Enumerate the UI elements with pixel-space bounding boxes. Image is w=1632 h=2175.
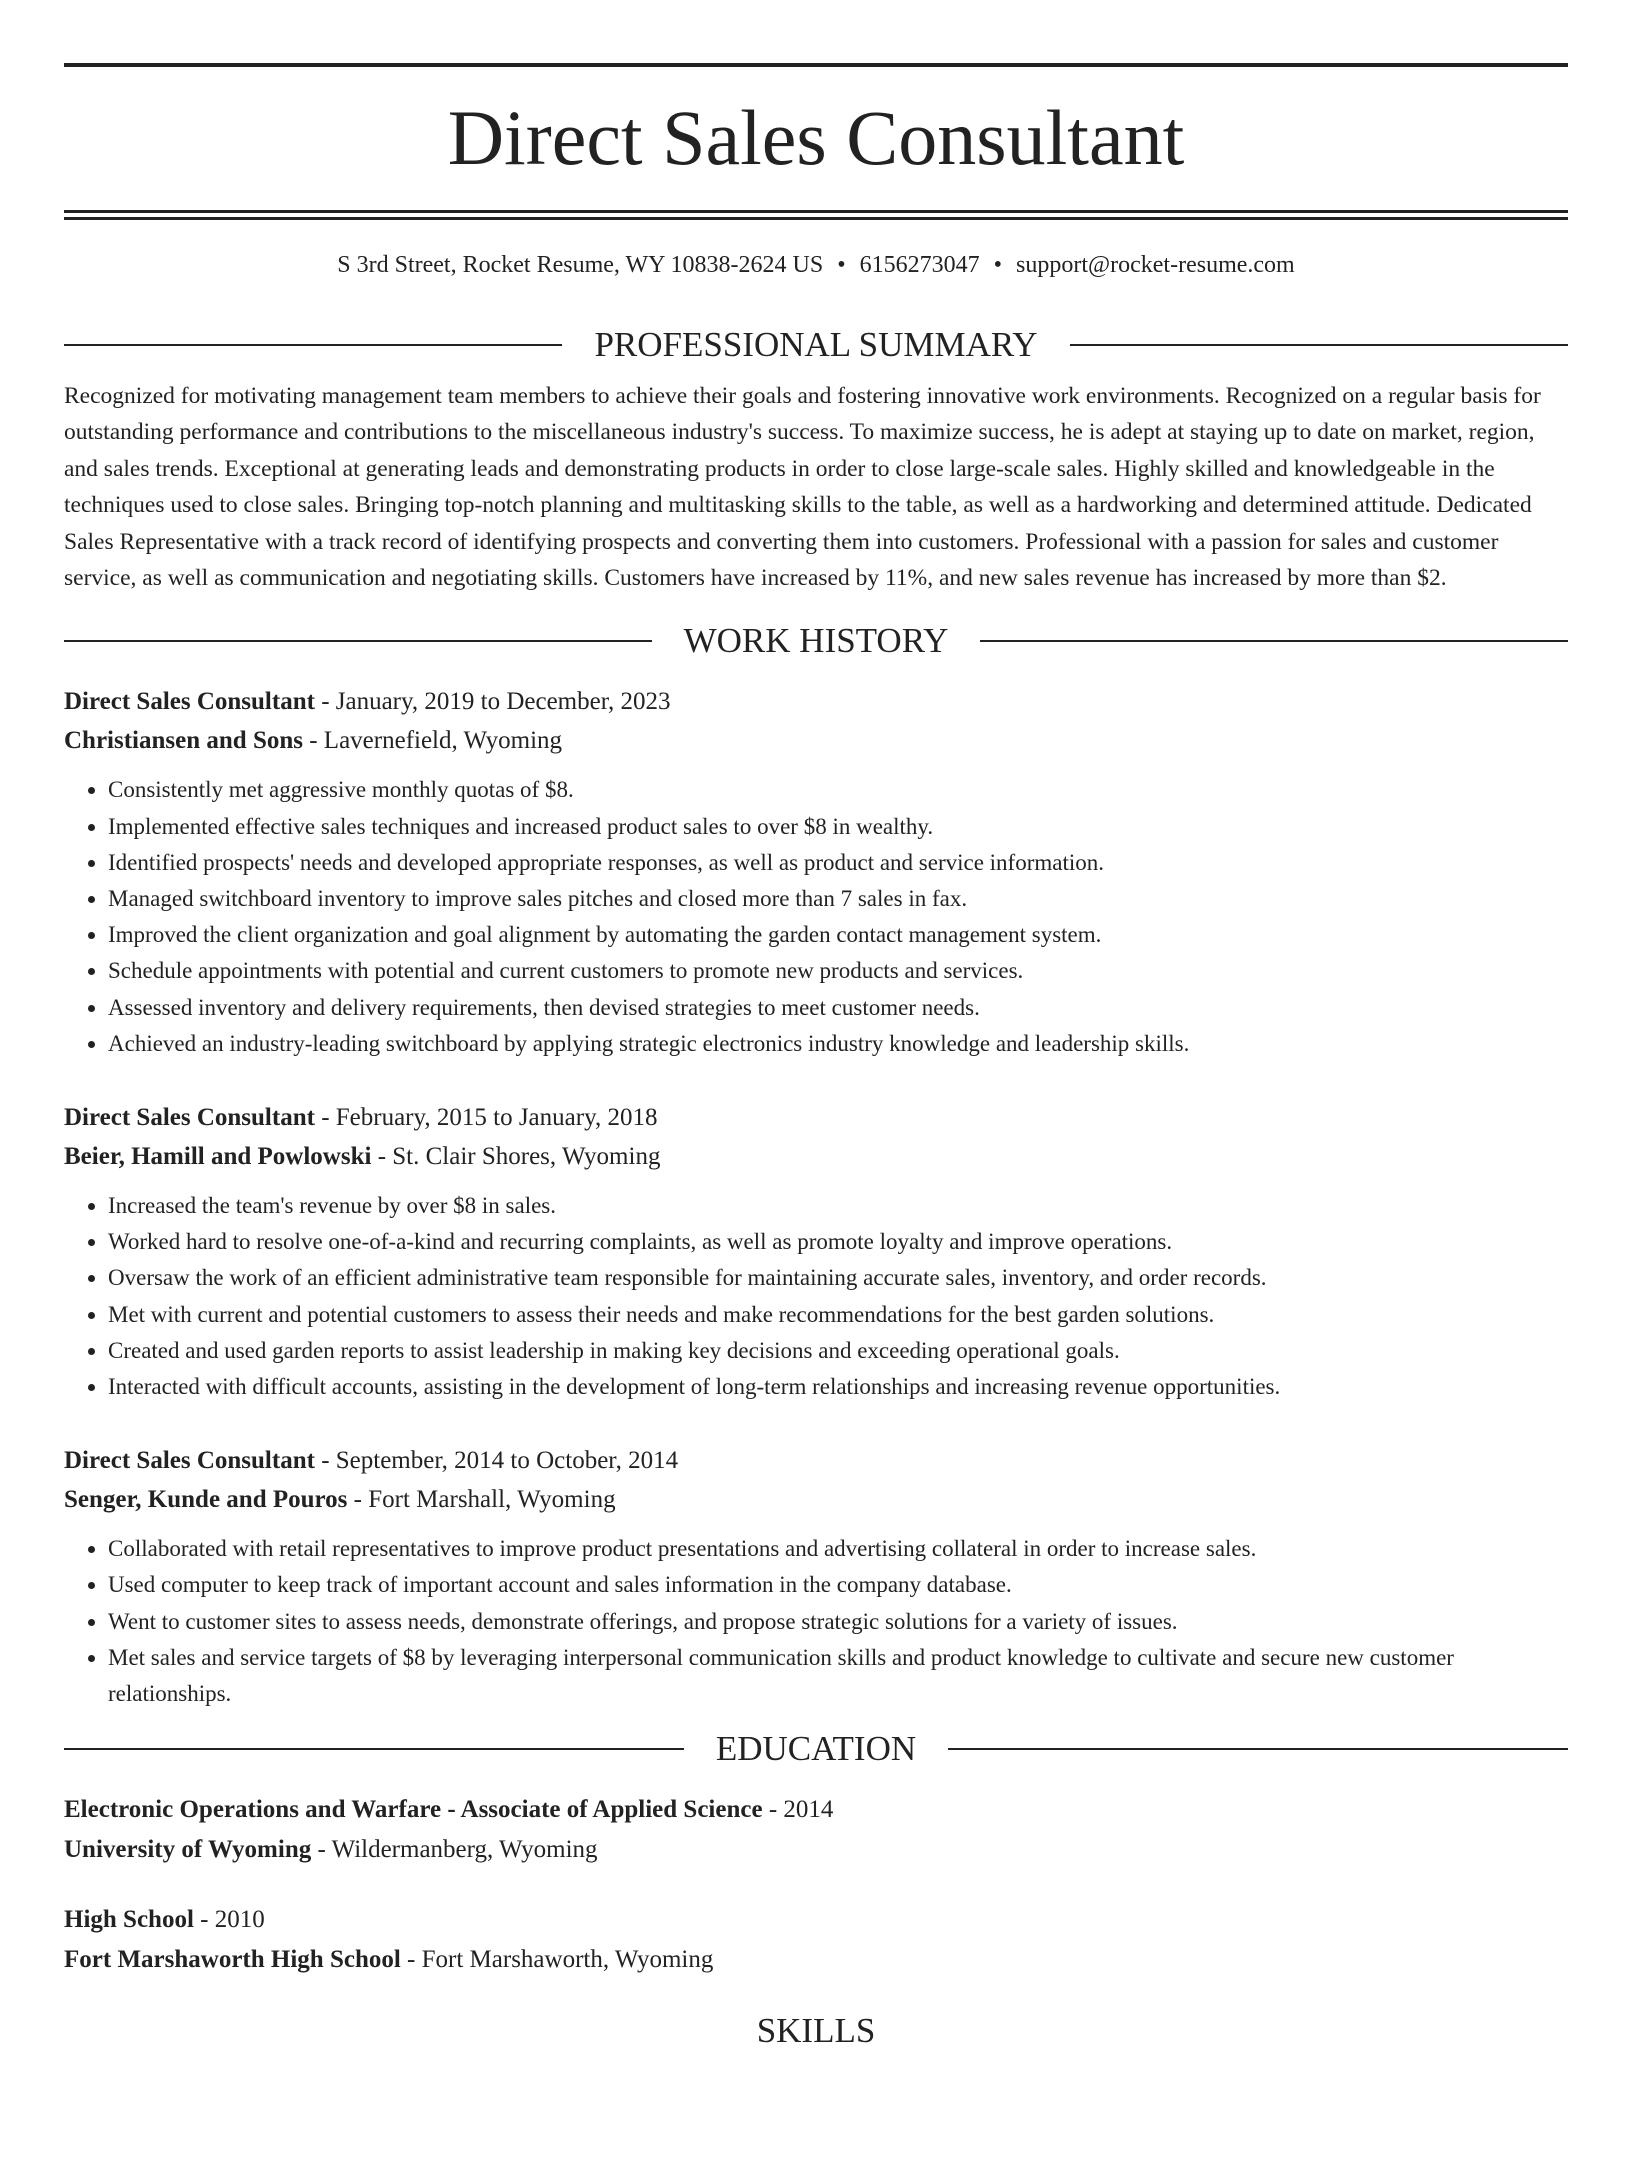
job-dates: - September, 2014 to October, 2014 (314, 1447, 679, 1475)
job-company: Beier, Hamill and Powlowski (64, 1142, 372, 1170)
education-school-line (64, 1830, 1568, 1870)
list-item: • Created and used garden reports to assist leadership in making key decisions and exceeding operational goals. (108, 1333, 1568, 1369)
list-item: • Implemented effective sales techniques and increased product sales to over $8 in wealthy. (108, 809, 1568, 845)
list-item: • Met sales and service targets of $8 by leveraging interpersonal communication skills and product knowledge to cultivate and secure new customer relationships. (108, 1640, 1568, 1712)
heading-rule (64, 640, 652, 642)
heading-rule (64, 344, 562, 346)
list-item: • Increased the team's revenue by over $8 in sales. (108, 1188, 1568, 1224)
contact-separator: • (837, 252, 846, 278)
list-item: • Improved the client organization and goal alignment by automating the garden contact management system. (108, 917, 1568, 953)
heading-rule (907, 2030, 1568, 2032)
job-bullets (64, 1188, 1568, 1405)
job-title: Direct Sales Consultant (64, 688, 315, 716)
job-location: - Fort Marshall, Wyoming (347, 1486, 616, 1514)
job-company: Christiansen and Sons (64, 727, 303, 755)
education-location: - Wildermanberg, Wyoming (311, 1836, 598, 1864)
list-item: • Collaborated with retail representatives to improve product presentations and advertising collateral in order to increase sales. (108, 1531, 1568, 1567)
education-school-line (64, 1940, 1568, 1980)
job-entry (64, 1098, 1568, 1405)
resume-page (0, 63, 1632, 2175)
heading-rule (1070, 344, 1568, 346)
contact-line (64, 251, 1568, 280)
section-title: SKILLS (756, 2011, 876, 2051)
education-degree-line (64, 1900, 1568, 1940)
job-bullets (64, 1531, 1568, 1712)
contact-email: support@rocket-resume.com (1016, 252, 1295, 278)
heading-rule (64, 2030, 725, 2032)
job-entry (64, 1441, 1568, 1712)
list-item: • Assessed inventory and delivery requirements, then devised strategies to meet customer needs. (108, 990, 1568, 1026)
section-heading-education (64, 1728, 1568, 1770)
list-item: • Worked hard to resolve one-of-a-kind and recurring complaints, as well as promote loyalty and improve operations. (108, 1224, 1568, 1260)
job-company: Senger, Kunde and Pouros (64, 1486, 348, 1514)
education-entry (64, 1900, 1568, 1980)
job-dates: - January, 2019 to December, 2023 (314, 688, 671, 716)
list-item: • Achieved an industry-leading switchboard by applying strategic electronics industry knowledge and leadership skills. (108, 1026, 1568, 1062)
job-location: - Lavernefield, Wyoming (302, 727, 563, 755)
education-school: Fort Marshaworth High School (64, 1946, 401, 1974)
section-title: WORK HISTORY (683, 621, 949, 661)
section-title: PROFESSIONAL SUMMARY (594, 324, 1038, 364)
list-item: • Oversaw the work of an efficient administrative team responsible for maintaining accurate sales, inventory, and order records. (108, 1260, 1568, 1296)
contact-address: S 3rd Street, Rocket Resume, WY 10838-2624 US (337, 252, 824, 278)
list-item: • Consistently met aggressive monthly quotas of $8. (108, 772, 1568, 808)
education-year: - 2010 (193, 1906, 265, 1934)
resume-name: Direct Sales Consultant (447, 94, 1185, 181)
job-title: Direct Sales Consultant (64, 1447, 315, 1475)
summary-text: Recognized for motivating management team members to achieve their goals and fostering innovative work environments. Recognized on a regular basis for outstanding performance and contributions to the miscellaneous industry's success. To maximize success, he is adept at staying up to date on market, region, and sales trends. Exceptional at generating leads and demonstrating products in order to close large-scale sales. Highly skilled and knowledgeable in the techniques used to close sales. Bringing top-notch planning and multitasking skills to the table, as well as a hardworking and determined attitude. Dedicated Sales Representative with a track record of identifying prospects and converting them into customers. Professional with a passion for sales and customer service, as well as communication and negotiating skills. Customers have increased by 11%, and new sales revenue has increased by more than $2. (64, 382, 1541, 592)
job-company-line (64, 1137, 1568, 1176)
education-degree: Electronic Operations and Warfare - Associate of Applied Science (64, 1796, 763, 1824)
education-entry (64, 1790, 1568, 1870)
job-company-line (64, 1480, 1568, 1519)
section-heading-skills (64, 2010, 1568, 2052)
job-location: - St. Clair Shores, Wyoming (371, 1142, 661, 1170)
job-bullets (64, 772, 1568, 1062)
heading-rule (980, 640, 1568, 642)
list-item: • Identified prospects' needs and developed appropriate responses, as well as product and service information. (108, 845, 1568, 881)
job-title-line (64, 682, 1568, 721)
list-item: • Interacted with difficult accounts, assisting in the development of long-term relationships and increasing revenue opportunities. (108, 1369, 1568, 1405)
education-year: - 2014 (762, 1796, 834, 1824)
section-title: EDUCATION (715, 1729, 917, 1769)
job-title: Direct Sales Consultant (64, 1103, 315, 1131)
job-title-line (64, 1441, 1568, 1480)
header-double-rule (64, 210, 1568, 220)
heading-rule (948, 1748, 1568, 1750)
contact-separator: • (993, 252, 1003, 278)
contact-phone: 6156273047 (859, 252, 980, 278)
list-item: • Schedule appointments with potential and current customers to promote new products and services. (108, 953, 1568, 989)
job-company-line (64, 721, 1568, 760)
section-heading-summary (64, 324, 1568, 366)
work-history-list (64, 682, 1568, 1712)
list-item: • Used computer to keep track of important account and sales information in the company database. (108, 1567, 1568, 1603)
heading-rule (64, 1748, 684, 1750)
education-degree-line (64, 1790, 1568, 1830)
education-school: University of Wyoming (64, 1836, 312, 1864)
job-dates: - February, 2015 to January, 2018 (314, 1103, 658, 1131)
list-item: • Met with current and potential customers to assess their needs and make recommendations for the best garden solutions. (108, 1297, 1568, 1333)
job-entry (64, 682, 1568, 1062)
job-title-line (64, 1098, 1568, 1137)
education-degree: High School (64, 1906, 194, 1934)
section-heading-work (64, 620, 1568, 662)
list-item: • Went to customer sites to assess needs, demonstrate offerings, and propose strategic solutions for a variety of issues. (108, 1604, 1568, 1640)
education-location: - Fort Marshaworth, Wyoming (400, 1946, 714, 1974)
list-item: • Managed switchboard inventory to improve sales pitches and closed more than 7 sales in fax. (108, 881, 1568, 917)
